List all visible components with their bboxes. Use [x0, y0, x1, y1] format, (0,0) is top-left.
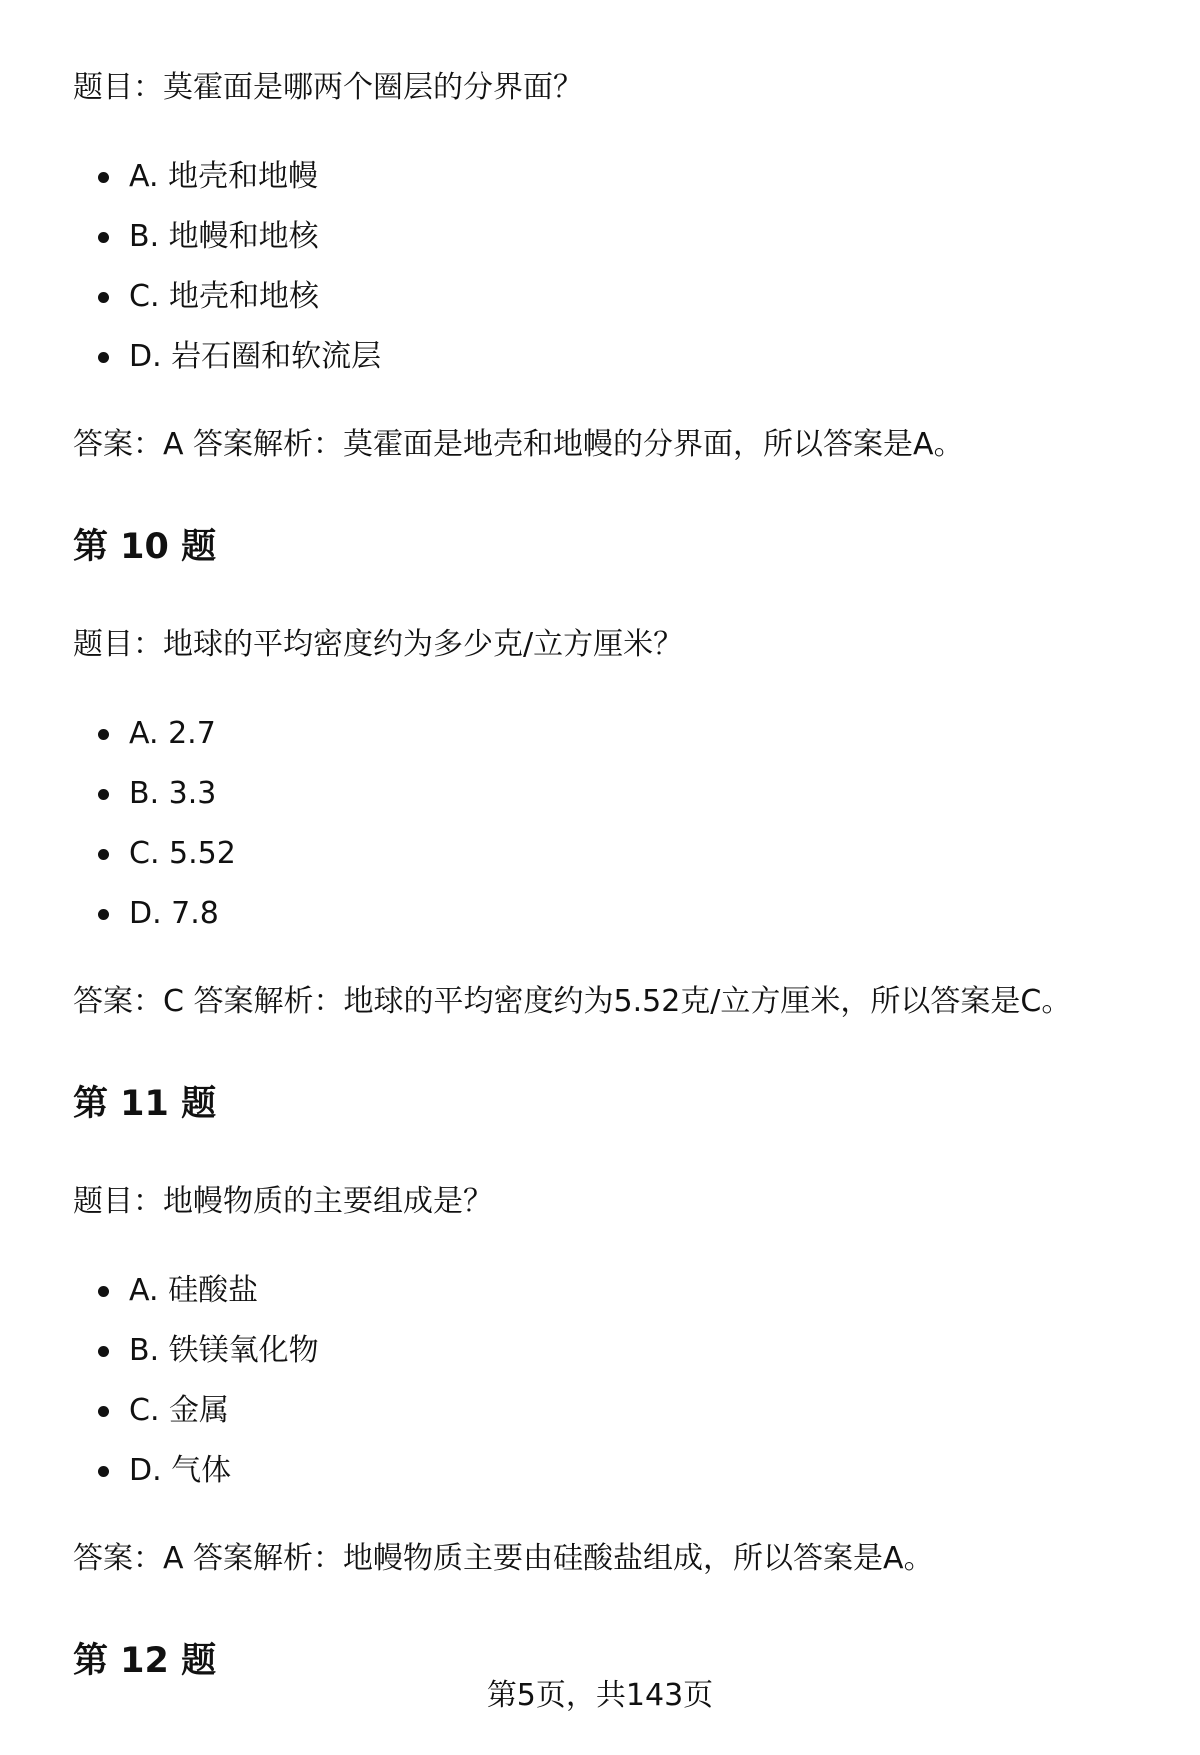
- bullet-icon: [98, 849, 109, 860]
- question-11-option-c: C. 金属: [73, 1391, 1153, 1451]
- question-9-option-c: C. 地壳和地核: [73, 277, 1153, 337]
- bullet-icon: [98, 1346, 109, 1357]
- bullet-icon: [98, 292, 109, 303]
- question-10-option-d: D. 7.8: [73, 894, 1153, 954]
- question-9-option-a: A. 地壳和地幔: [73, 157, 1153, 217]
- question-9-text: 题目：莫霍面是哪两个圈层的分界面？: [73, 70, 583, 105]
- question-11-answer: 答案：A 答案解析：地幔物质主要由硅酸盐组成，所以答案是A。: [73, 1541, 934, 1576]
- question-10-option-b: B. 3.3: [73, 774, 1153, 834]
- bullet-icon: [98, 1466, 109, 1477]
- question-11-option-b: B. 铁镁氧化物: [73, 1331, 1153, 1391]
- question-11-heading: 第 11 题: [73, 1084, 217, 1124]
- question-11-text: 题目：地幔物质的主要组成是？: [73, 1184, 493, 1219]
- bullet-icon: [98, 352, 109, 363]
- bullet-icon: [98, 172, 109, 183]
- bullet-icon: [98, 909, 109, 920]
- question-9-answer: 答案：A 答案解析：莫霍面是地壳和地幔的分界面，所以答案是A。: [73, 427, 964, 462]
- question-10-text: 题目：地球的平均密度约为多少克/立方厘米？: [73, 627, 684, 662]
- bullet-icon: [98, 789, 109, 800]
- bullet-icon: [98, 1286, 109, 1297]
- bullet-icon: [98, 1406, 109, 1417]
- bullet-icon: [98, 232, 109, 243]
- question-11-options: [73, 1271, 1153, 1511]
- question-10-option-a: A. 2.7: [73, 714, 1153, 774]
- question-11-option-a: A. 硅酸盐: [73, 1271, 1153, 1331]
- question-10-answer: 答案：C 答案解析：地球的平均密度约为5.52克/立方厘米，所以答案是C。: [73, 984, 1072, 1019]
- question-10-heading: 第 10 题: [73, 527, 217, 567]
- question-9-option-b: B. 地幔和地核: [73, 217, 1153, 277]
- question-12-heading: 第 12 题: [73, 1641, 217, 1681]
- question-9-option-d: D. 岩石圈和软流层: [73, 337, 1153, 397]
- bullet-icon: [98, 729, 109, 740]
- question-10-options: [73, 714, 1153, 954]
- question-10-option-c: C. 5.52: [73, 834, 1153, 894]
- question-11-option-d: D. 气体: [73, 1451, 1153, 1511]
- question-9-options: [73, 157, 1153, 397]
- page-footer: 第5页，共143页: [486, 1678, 714, 1713]
